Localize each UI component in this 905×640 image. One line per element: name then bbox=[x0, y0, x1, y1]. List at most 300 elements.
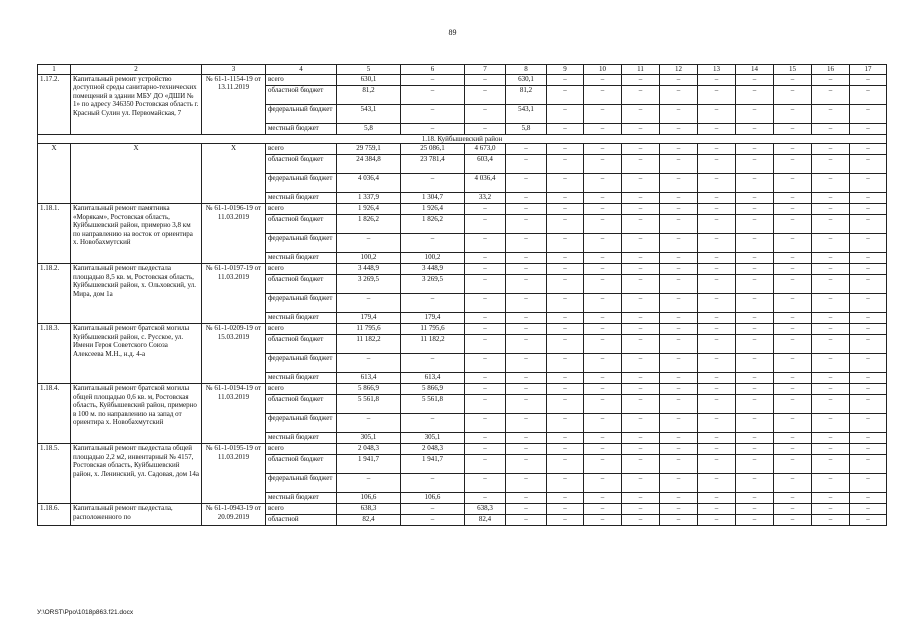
value-col-5: 11 182,2 bbox=[337, 335, 401, 354]
value-col-5: 179,4 bbox=[337, 313, 401, 324]
value-col-11: – bbox=[622, 144, 660, 155]
value-col-16: – bbox=[812, 395, 850, 414]
value-col-12: – bbox=[660, 174, 698, 193]
value-col-5: 81,2 bbox=[337, 86, 401, 105]
value-col-6: 100,2 bbox=[401, 253, 465, 264]
value-col-17: – bbox=[850, 474, 887, 493]
value-col-11: – bbox=[622, 204, 660, 215]
value-col-13: – bbox=[698, 493, 736, 504]
value-col-9: – bbox=[547, 215, 584, 234]
value-col-14: – bbox=[736, 253, 774, 264]
value-col-15: – bbox=[774, 253, 812, 264]
item-document: № 61-1-0196-19 от 11.03.2019 bbox=[202, 204, 266, 264]
value-col-17: – bbox=[850, 215, 887, 234]
value-col-14: – bbox=[736, 155, 774, 174]
value-col-13: – bbox=[698, 144, 736, 155]
value-col-16: – bbox=[812, 124, 850, 135]
value-col-7: – bbox=[465, 335, 506, 354]
item-number: 1.18.1. bbox=[38, 204, 71, 264]
value-col-5: 100,2 bbox=[337, 253, 401, 264]
value-col-10: – bbox=[584, 504, 622, 515]
value-col-12: – bbox=[660, 354, 698, 373]
section-title: 1.18. Куйбышевский район bbox=[38, 135, 887, 144]
value-col-11: – bbox=[622, 264, 660, 275]
value-col-13: – bbox=[698, 444, 736, 455]
column-number: 11 bbox=[622, 65, 660, 75]
value-col-15: – bbox=[774, 105, 812, 124]
value-col-11: – bbox=[622, 155, 660, 174]
value-col-15: – bbox=[774, 444, 812, 455]
value-col-17: – bbox=[850, 493, 887, 504]
value-col-5: 543,1 bbox=[337, 105, 401, 124]
value-col-7: – bbox=[465, 86, 506, 105]
value-col-10: – bbox=[584, 395, 622, 414]
value-col-11: – bbox=[622, 493, 660, 504]
value-col-8: – bbox=[506, 455, 547, 474]
value-col-8: 81,2 bbox=[506, 86, 547, 105]
value-col-5: 1 337,9 bbox=[337, 193, 401, 204]
value-col-5: – bbox=[337, 294, 401, 313]
value-col-9: – bbox=[547, 474, 584, 493]
value-col-10: – bbox=[584, 433, 622, 444]
value-col-17: – bbox=[850, 124, 887, 135]
value-col-6: 179,4 bbox=[401, 313, 465, 324]
item-name: Капитальный ремонт памятника «Морякам», Ростовская область, Куйбышевский район, примерно 3,8 км по направлению на восток от ориентира х. Новобахмутский bbox=[71, 204, 202, 264]
page-number: 89 bbox=[448, 28, 457, 37]
value-col-7: – bbox=[465, 493, 506, 504]
item-name: Капитальный ремонт пьедестала площадью 8,5 кв. м, Ростовская область, Куйбышевский район, х. Ольховский, ул. Мира, дом 1а bbox=[71, 264, 202, 324]
value-col-11: – bbox=[622, 414, 660, 433]
value-col-13: – bbox=[698, 414, 736, 433]
value-col-5: 29 759,1 bbox=[337, 144, 401, 155]
column-number: 17 bbox=[850, 65, 887, 75]
value-col-6: 2 048,3 bbox=[401, 444, 465, 455]
value-col-15: – bbox=[774, 275, 812, 294]
value-col-15: – bbox=[774, 335, 812, 354]
value-col-16: – bbox=[812, 193, 850, 204]
value-col-14: – bbox=[736, 124, 774, 135]
value-col-8: – bbox=[506, 193, 547, 204]
value-col-9: – bbox=[547, 234, 584, 253]
funding-source: федеральный бюджет bbox=[266, 174, 337, 193]
funding-source: местный бюджет bbox=[266, 373, 337, 384]
value-col-15: – bbox=[774, 515, 812, 526]
value-col-16: – bbox=[812, 105, 850, 124]
value-col-10: – bbox=[584, 294, 622, 313]
value-col-7: – bbox=[465, 105, 506, 124]
value-col-16: – bbox=[812, 444, 850, 455]
value-col-13: – bbox=[698, 174, 736, 193]
value-col-12: – bbox=[660, 105, 698, 124]
value-col-10: – bbox=[584, 324, 622, 335]
value-col-14: – bbox=[736, 294, 774, 313]
value-col-10: – bbox=[584, 75, 622, 86]
value-col-9: – bbox=[547, 324, 584, 335]
value-col-11: – bbox=[622, 215, 660, 234]
item-number: 1.18.5. bbox=[38, 444, 71, 504]
value-col-12: – bbox=[660, 215, 698, 234]
column-number: 3 bbox=[202, 65, 266, 75]
value-col-17: – bbox=[850, 174, 887, 193]
value-col-11: – bbox=[622, 105, 660, 124]
value-col-12: – bbox=[660, 455, 698, 474]
value-col-7: – bbox=[465, 455, 506, 474]
value-col-5: – bbox=[337, 414, 401, 433]
value-col-6: 613,4 bbox=[401, 373, 465, 384]
value-col-7: – bbox=[465, 294, 506, 313]
value-col-7: – bbox=[465, 324, 506, 335]
value-col-15: – bbox=[774, 234, 812, 253]
value-col-6: – bbox=[401, 515, 465, 526]
funding-source: всего bbox=[266, 75, 337, 86]
value-col-8: – bbox=[506, 324, 547, 335]
value-col-8: – bbox=[506, 294, 547, 313]
value-col-10: – bbox=[584, 373, 622, 384]
item-name: Капитальный ремонт братской могилы Куйбышевский район, с. Русское, ул. Имени Героя Советского Союза Алексеева М.Н., н.д. 4-а bbox=[71, 324, 202, 384]
funding-source: местный бюджет bbox=[266, 193, 337, 204]
value-col-9: – bbox=[547, 395, 584, 414]
value-col-8: – bbox=[506, 433, 547, 444]
value-col-7: – bbox=[465, 395, 506, 414]
value-col-13: – bbox=[698, 384, 736, 395]
value-col-14: – bbox=[736, 215, 774, 234]
value-col-5: 1 826,2 bbox=[337, 215, 401, 234]
column-number: 9 bbox=[547, 65, 584, 75]
value-col-13: – bbox=[698, 75, 736, 86]
value-col-12: – bbox=[660, 384, 698, 395]
value-col-5: 106,6 bbox=[337, 493, 401, 504]
value-col-17: – bbox=[850, 264, 887, 275]
value-col-10: – bbox=[584, 384, 622, 395]
value-col-15: – bbox=[774, 455, 812, 474]
value-col-13: – bbox=[698, 124, 736, 135]
value-col-12: – bbox=[660, 253, 698, 264]
value-col-16: – bbox=[812, 504, 850, 515]
value-col-12: – bbox=[660, 144, 698, 155]
value-col-17: – bbox=[850, 455, 887, 474]
value-col-8: – bbox=[506, 384, 547, 395]
value-col-11: – bbox=[622, 335, 660, 354]
value-col-9: – bbox=[547, 204, 584, 215]
value-col-15: – bbox=[774, 193, 812, 204]
value-col-10: – bbox=[584, 155, 622, 174]
value-col-6: – bbox=[401, 75, 465, 86]
item-number: 1.18.6. bbox=[38, 504, 71, 526]
value-col-10: – bbox=[584, 124, 622, 135]
value-col-11: – bbox=[622, 253, 660, 264]
value-col-12: – bbox=[660, 373, 698, 384]
table-row bbox=[38, 324, 887, 335]
value-col-8: – bbox=[506, 234, 547, 253]
item-name: Х bbox=[71, 144, 202, 204]
value-col-16: – bbox=[812, 313, 850, 324]
value-col-8: – bbox=[506, 493, 547, 504]
funding-source: областной бюджет bbox=[266, 86, 337, 105]
value-col-6: 1 926,4 bbox=[401, 204, 465, 215]
value-col-5: – bbox=[337, 234, 401, 253]
item-document: № 61-1-0209-19 от 15.03.2019 bbox=[202, 324, 266, 384]
value-col-6: 1 941,7 bbox=[401, 455, 465, 474]
value-col-10: – bbox=[584, 354, 622, 373]
value-col-11: – bbox=[622, 174, 660, 193]
value-col-13: – bbox=[698, 504, 736, 515]
value-col-7: – bbox=[465, 474, 506, 493]
value-col-6: 1 826,2 bbox=[401, 215, 465, 234]
value-col-13: – bbox=[698, 275, 736, 294]
value-col-9: – bbox=[547, 105, 584, 124]
value-col-15: – bbox=[774, 86, 812, 105]
value-col-13: – bbox=[698, 155, 736, 174]
column-number: 2 bbox=[71, 65, 202, 75]
value-col-16: – bbox=[812, 354, 850, 373]
value-col-10: – bbox=[584, 105, 622, 124]
value-col-12: – bbox=[660, 474, 698, 493]
value-col-16: – bbox=[812, 264, 850, 275]
value-col-12: – bbox=[660, 204, 698, 215]
value-col-9: – bbox=[547, 75, 584, 86]
value-col-10: – bbox=[584, 455, 622, 474]
value-col-7: – bbox=[465, 275, 506, 294]
value-col-14: – bbox=[736, 493, 774, 504]
value-col-13: – bbox=[698, 253, 736, 264]
value-col-12: – bbox=[660, 433, 698, 444]
value-col-11: – bbox=[622, 86, 660, 105]
value-col-13: – bbox=[698, 313, 736, 324]
table-row bbox=[38, 75, 887, 86]
item-document: № 61-1-0197-19 от 11.03.2019 bbox=[202, 264, 266, 324]
funding-source: федеральный бюджет bbox=[266, 474, 337, 493]
table-row bbox=[38, 204, 887, 215]
value-col-11: – bbox=[622, 504, 660, 515]
value-col-10: – bbox=[584, 174, 622, 193]
table-row bbox=[38, 144, 887, 155]
value-col-7: 4 673,0 bbox=[465, 144, 506, 155]
value-col-15: – bbox=[774, 493, 812, 504]
value-col-14: – bbox=[736, 504, 774, 515]
value-col-7: 638,3 bbox=[465, 504, 506, 515]
value-col-10: – bbox=[584, 215, 622, 234]
column-number: 8 bbox=[506, 65, 547, 75]
item-name: Капитальный ремонт братской могилы общей площадью 0,6 кв. м, Ростовская область, Куйбышевский район, примерно в 100 м. по направлению на запад от ориентира х. Новобахмутский bbox=[71, 384, 202, 444]
value-col-9: – bbox=[547, 124, 584, 135]
item-document: № 61-1-0194-19 от 11.03.2019 bbox=[202, 384, 266, 444]
value-col-15: – bbox=[774, 433, 812, 444]
funding-source: областной бюджет bbox=[266, 395, 337, 414]
item-number: 1.18.2. bbox=[38, 264, 71, 324]
value-col-8: – bbox=[506, 373, 547, 384]
value-col-14: – bbox=[736, 75, 774, 86]
value-col-5: 630,1 bbox=[337, 75, 401, 86]
value-col-8: – bbox=[506, 204, 547, 215]
value-col-12: – bbox=[660, 124, 698, 135]
value-col-17: – bbox=[850, 373, 887, 384]
value-col-17: – bbox=[850, 444, 887, 455]
item-document: № 61-1-1154-19 от 13.11.2019 bbox=[202, 75, 266, 135]
value-col-14: – bbox=[736, 105, 774, 124]
funding-source: всего bbox=[266, 324, 337, 335]
value-col-5: 82,4 bbox=[337, 515, 401, 526]
value-col-17: – bbox=[850, 193, 887, 204]
value-col-13: – bbox=[698, 474, 736, 493]
value-col-13: – bbox=[698, 105, 736, 124]
value-col-12: – bbox=[660, 234, 698, 253]
value-col-13: – bbox=[698, 324, 736, 335]
value-col-6: 3 269,5 bbox=[401, 275, 465, 294]
value-col-10: – bbox=[584, 493, 622, 504]
value-col-15: – bbox=[774, 174, 812, 193]
value-col-16: – bbox=[812, 75, 850, 86]
value-col-6: 11 795,6 bbox=[401, 324, 465, 335]
value-col-13: – bbox=[698, 193, 736, 204]
value-col-13: – bbox=[698, 515, 736, 526]
value-col-7: – bbox=[465, 373, 506, 384]
table-row bbox=[38, 444, 887, 455]
value-col-17: – bbox=[850, 86, 887, 105]
funding-source: федеральный бюджет bbox=[266, 414, 337, 433]
funding-source: всего bbox=[266, 204, 337, 215]
document-path: У:\ORST\Ppo\1018p863.f21.docx bbox=[37, 609, 134, 616]
value-col-12: – bbox=[660, 275, 698, 294]
value-col-8: – bbox=[506, 313, 547, 324]
value-col-15: – bbox=[774, 313, 812, 324]
value-col-12: – bbox=[660, 335, 698, 354]
value-col-7: 603,4 bbox=[465, 155, 506, 174]
value-col-8: – bbox=[506, 414, 547, 433]
value-col-16: – bbox=[812, 515, 850, 526]
value-col-6: 11 182,2 bbox=[401, 335, 465, 354]
value-col-17: – bbox=[850, 354, 887, 373]
funding-source: областной бюджет bbox=[266, 155, 337, 174]
value-col-6: – bbox=[401, 124, 465, 135]
value-col-7: – bbox=[465, 414, 506, 433]
value-col-10: – bbox=[584, 515, 622, 526]
value-col-16: – bbox=[812, 474, 850, 493]
value-col-7: – bbox=[465, 215, 506, 234]
value-col-7: – bbox=[465, 124, 506, 135]
value-col-9: – bbox=[547, 253, 584, 264]
value-col-14: – bbox=[736, 474, 774, 493]
value-col-6: – bbox=[401, 174, 465, 193]
value-col-8: – bbox=[506, 215, 547, 234]
value-col-17: – bbox=[850, 395, 887, 414]
funding-source: всего bbox=[266, 504, 337, 515]
column-number: 10 bbox=[584, 65, 622, 75]
value-col-9: – bbox=[547, 144, 584, 155]
funding-source: местный бюджет bbox=[266, 433, 337, 444]
column-number: 13 bbox=[698, 65, 736, 75]
value-col-15: – bbox=[774, 414, 812, 433]
value-col-5: 613,4 bbox=[337, 373, 401, 384]
funding-source: всего bbox=[266, 144, 337, 155]
value-col-16: – bbox=[812, 253, 850, 264]
value-col-9: – bbox=[547, 275, 584, 294]
column-number: 14 bbox=[736, 65, 774, 75]
value-col-12: – bbox=[660, 294, 698, 313]
value-col-15: – bbox=[774, 294, 812, 313]
value-col-5: 5 561,8 bbox=[337, 395, 401, 414]
value-col-12: – bbox=[660, 493, 698, 504]
value-col-11: – bbox=[622, 124, 660, 135]
value-col-11: – bbox=[622, 515, 660, 526]
value-col-9: – bbox=[547, 294, 584, 313]
value-col-15: – bbox=[774, 124, 812, 135]
column-number: 4 bbox=[266, 65, 337, 75]
item-document: № 61-1-0195-19 от 11.03.2019 bbox=[202, 444, 266, 504]
value-col-7: 33,2 bbox=[465, 193, 506, 204]
value-col-6: 1 304,7 bbox=[401, 193, 465, 204]
column-numbers-row bbox=[38, 65, 887, 75]
value-col-16: – bbox=[812, 493, 850, 504]
value-col-5: 305,1 bbox=[337, 433, 401, 444]
value-col-9: – bbox=[547, 335, 584, 354]
value-col-11: – bbox=[622, 373, 660, 384]
value-col-17: – bbox=[850, 75, 887, 86]
value-col-17: – bbox=[850, 253, 887, 264]
value-col-15: – bbox=[774, 215, 812, 234]
funding-source: областной бюджет bbox=[266, 275, 337, 294]
value-col-13: – bbox=[698, 204, 736, 215]
value-col-14: – bbox=[736, 515, 774, 526]
value-col-16: – bbox=[812, 373, 850, 384]
table-row bbox=[38, 384, 887, 395]
value-col-14: – bbox=[736, 86, 774, 105]
value-col-11: – bbox=[622, 275, 660, 294]
value-col-14: – bbox=[736, 204, 774, 215]
value-col-9: – bbox=[547, 444, 584, 455]
value-col-15: – bbox=[774, 324, 812, 335]
value-col-14: – bbox=[736, 395, 774, 414]
value-col-5: 1 941,7 bbox=[337, 455, 401, 474]
value-col-9: – bbox=[547, 414, 584, 433]
value-col-5: 3 269,5 bbox=[337, 275, 401, 294]
budget-table bbox=[37, 64, 887, 526]
value-col-8: – bbox=[506, 144, 547, 155]
funding-source: областной бюджет bbox=[266, 215, 337, 234]
value-col-15: – bbox=[774, 155, 812, 174]
table-row bbox=[38, 264, 887, 275]
value-col-17: – bbox=[850, 234, 887, 253]
value-col-5: 5,8 bbox=[337, 124, 401, 135]
value-col-8: – bbox=[506, 444, 547, 455]
value-col-13: – bbox=[698, 395, 736, 414]
value-col-9: – bbox=[547, 373, 584, 384]
value-col-11: – bbox=[622, 313, 660, 324]
value-col-13: – bbox=[698, 433, 736, 444]
value-col-11: – bbox=[622, 354, 660, 373]
value-col-7: – bbox=[465, 204, 506, 215]
value-col-17: – bbox=[850, 294, 887, 313]
value-col-8: 5,8 bbox=[506, 124, 547, 135]
value-col-8: – bbox=[506, 174, 547, 193]
value-col-6: 106,6 bbox=[401, 493, 465, 504]
value-col-13: – bbox=[698, 294, 736, 313]
value-col-17: – bbox=[850, 105, 887, 124]
funding-source: федеральный бюджет bbox=[266, 354, 337, 373]
value-col-6: – bbox=[401, 474, 465, 493]
value-col-14: – bbox=[736, 174, 774, 193]
value-col-9: – bbox=[547, 193, 584, 204]
column-number: 1 bbox=[38, 65, 71, 75]
value-col-11: – bbox=[622, 384, 660, 395]
value-col-6: – bbox=[401, 414, 465, 433]
funding-source: местный бюджет bbox=[266, 493, 337, 504]
value-col-16: – bbox=[812, 204, 850, 215]
value-col-10: – bbox=[584, 193, 622, 204]
value-col-5: – bbox=[337, 474, 401, 493]
value-col-10: – bbox=[584, 444, 622, 455]
value-col-12: – bbox=[660, 324, 698, 335]
value-col-13: – bbox=[698, 86, 736, 105]
